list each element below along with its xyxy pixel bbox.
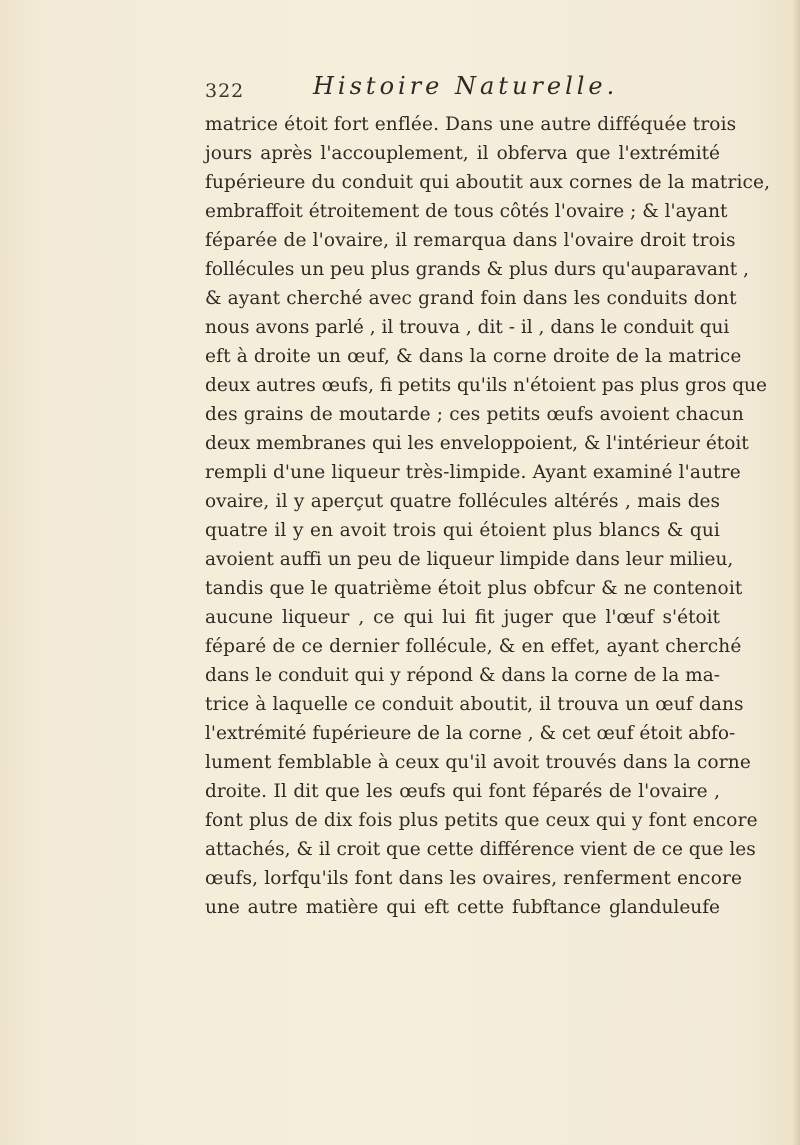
text-line: font plus de dix fois plus petits que ceux qui y font encore (205, 810, 758, 831)
text-line: fupérieure du conduit qui aboutit aux cornes de la matrice, (205, 172, 771, 193)
text-line: une autre matière qui eft cette fubftance glanduleufe (205, 897, 720, 918)
text-line: ovaire, il y aperçut quatre follécules altérés , mais des (205, 491, 720, 512)
text-line: nous avons parlé , il trouva , dit - il , dans le conduit qui (205, 317, 730, 338)
text-line: eft à droite un œuf, & dans la corne droite de la matrice (205, 346, 742, 367)
text-line: deux membranes qui les enveloppoient, & l'intérieur étoit (205, 433, 749, 454)
page-number: 322 (205, 80, 245, 102)
text-line: deux autres œufs, fi petits qu'ils n'étoient pas plus gros que (205, 375, 767, 396)
text-line: féparé de ce dernier follécule, & en effet, ayant cherché (205, 636, 742, 657)
text-line: matrice étoit fort enflée. Dans une autre difféquée trois (205, 114, 737, 135)
text-line: des grains de moutarde ; ces petits œufs avoient chacun (205, 404, 744, 425)
text-line: jours après l'accouplement, il obferva que l'extrémité (205, 143, 720, 164)
text-line: follécules un peu plus grands & plus durs qu'auparavant , (205, 259, 749, 280)
text-line: & ayant cherché avec grand foin dans les conduits dont (205, 288, 737, 309)
text-line: embraffoit étroitement de tous côtés l'ovaire ; & l'ayant (205, 201, 728, 222)
text-line: l'extrémité fupérieure de la corne , & cet œuf étoit abfo- (205, 723, 736, 744)
page-edge-shadow (792, 0, 800, 1145)
text-line: rempli d'une liqueur très-limpide. Ayant examiné l'autre (205, 462, 741, 483)
text-line: quatre il y en avoit trois qui étoient plus blancs & qui (205, 520, 720, 541)
text-line: tandis que le quatrième étoit plus obfcur & ne contenoit (205, 578, 743, 599)
text-line: lument femblable à ceux qu'il avoit trouvés dans la corne (205, 752, 751, 773)
running-title: Histoire Naturelle. (313, 72, 619, 100)
text-line: œufs, lorfqu'ils font dans les ovaires, renferment encore (205, 868, 743, 889)
body-text (205, 110, 771, 922)
text-line: avoient auffi un peu de liqueur limpide dans leur milieu, (205, 549, 734, 570)
text-line: aucune liqueur , ce qui lui fit juger que l'œuf s'étoit (205, 607, 720, 628)
text-line: trice à laquelle ce conduit aboutit, il trouva un œuf dans (205, 694, 744, 715)
page-header (205, 72, 665, 106)
text-line: dans le conduit qui y répond & dans la corne de la ma- (205, 665, 720, 686)
text-line: attachés, & il croit que cette différence vient de ce que les (205, 839, 756, 860)
text-line: droite. Il dit que les œufs qui font féparés de l'ovaire , (205, 781, 720, 802)
text-line: féparée de l'ovaire, il remarqua dans l'ovaire droit trois (205, 230, 736, 251)
